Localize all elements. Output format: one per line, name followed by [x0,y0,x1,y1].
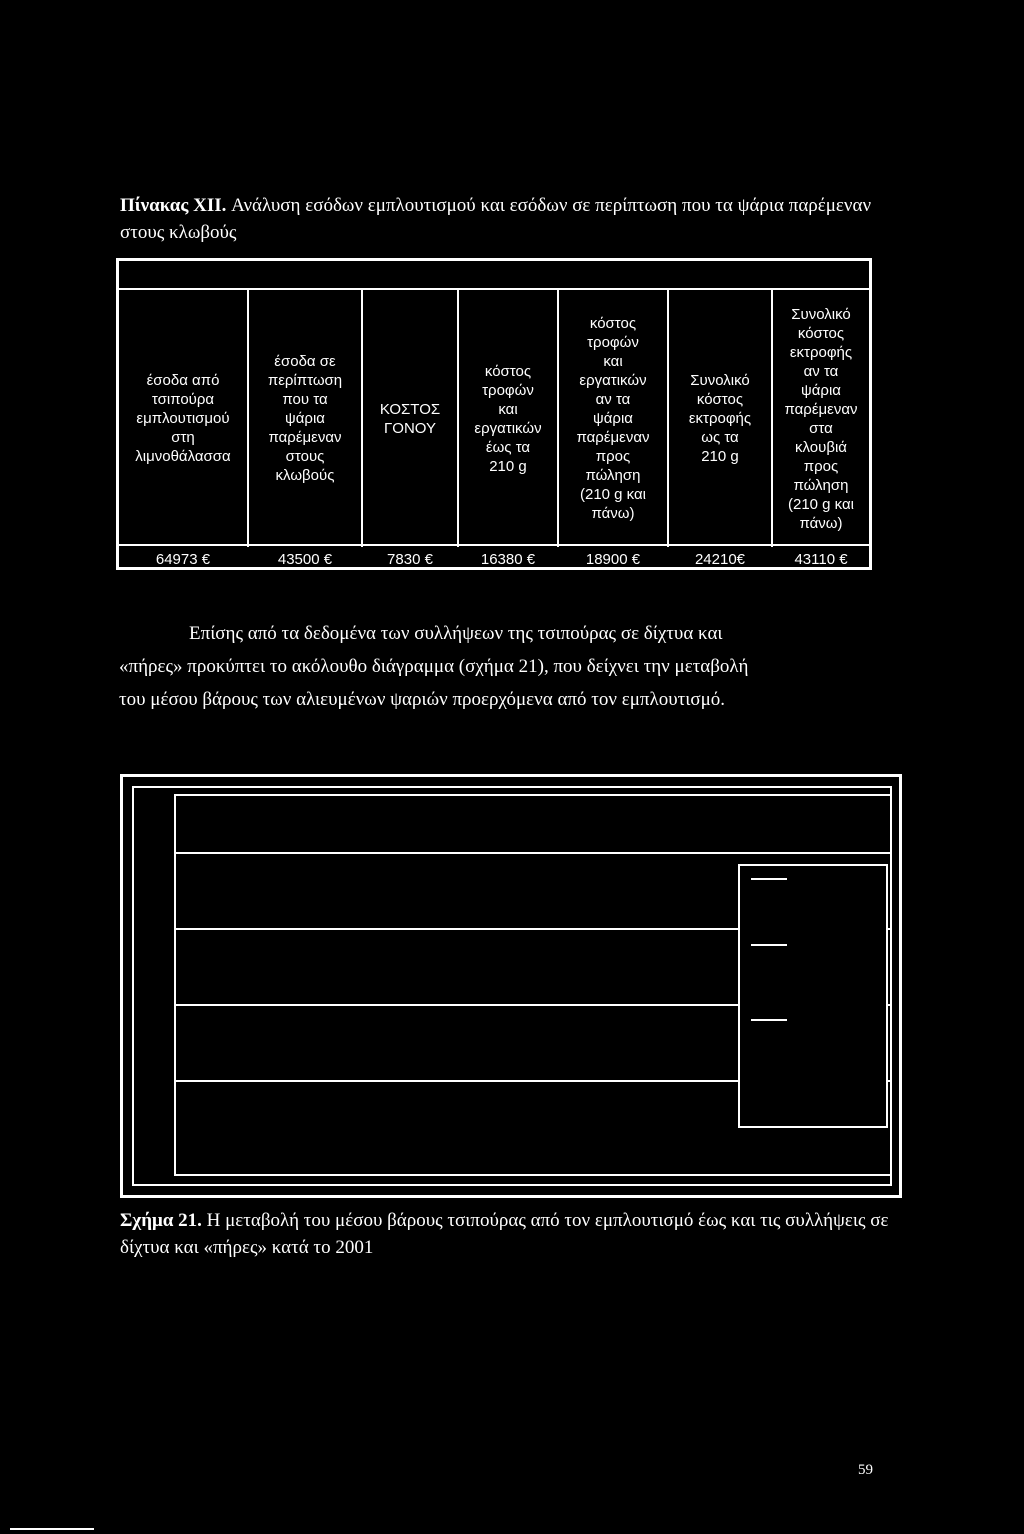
paragraph-line: του μέσου βάρους των αλιευμένων ψαριών προερχόμενα από τον εμπλουτισμό. [119,689,726,710]
footer-rule [10,1528,94,1530]
header-cage-revenue: έσοδα σε περίπτωση που τα ψάρια παρέμεναν στους κλωβούς [267,353,343,484]
value-total-cost-210g: 24210€ [694,550,746,568]
header-total-cost-210g: Συνολικό κόστος εκτροφής ως τα 210 g [688,372,752,465]
paragraph-line: «πήρες» προκύπτει το ακόλουθο διάγραμμα (σχήμα 21), που δείχνει την μεταβολή [119,656,749,677]
figure-caption-label: Σχήμα 21. [120,1210,202,1231]
value-feed-labor-sale: 18900 € [585,550,641,568]
value-total-cost-sale: 43110 € [794,550,848,568]
table-caption-label: Πίνακας XII. [120,195,227,216]
legend-box [739,865,887,1127]
header-feed-labor-sale: κόστος τροφών και εργατικών αν τα ψάρια παρέμεναν προς πώληση (210 g και πάνω) [576,315,650,522]
revenue-table [116,258,872,570]
row-divider [119,544,869,546]
value-enrichment-revenue: 64973 € [155,550,211,568]
header-feed-labor-210g: κόστος τροφών και εργατικών έως τα 210 g [474,362,542,475]
table-caption [120,192,890,246]
page-number: 59 [858,1462,873,1478]
value-cage-revenue: 43500 € [277,550,333,568]
figure-caption-text: Η μεταβολή του μέσου βάρους τσιπούρας από τον εμπλουτισμό έως και τις συλλήψεις σε δίχτυα και «πήρες» κατά το 2001 [120,1210,889,1258]
figure-21-frame [120,774,902,1198]
table-top-band [119,261,869,290]
value-feed-labor-210g: 16380 € [480,550,536,568]
header-total-cost-sale: Συνολικό κόστος εκτροφής αν τα ψάρια παρέμεναν στα κλουβιά προς πώληση (210 g και πάνω) [784,305,858,532]
table-caption-text: Ανάλυση εσόδων εμπλουτισμού και εσόδων σε περίπτωση που τα ψάρια παρέμεναν στους κλωβούς [120,195,872,243]
value-fry-cost: 7830 € [387,550,433,568]
body-paragraph [119,617,879,716]
figure-21-plot [123,777,899,1195]
header-fry-cost: ΚΟΣΤΟΣ ΓΟΝΟΥ [379,400,441,437]
paragraph-line: Επίσης από τα δεδομένα των συλλήψεων της τσιπούρας σε δίχτυα και [189,623,723,644]
figure-caption [120,1207,890,1261]
header-enrichment-revenue: έσοδα από τσιπούρα εμπλουτισμού στη λιμνοθάλασσα [135,372,231,465]
